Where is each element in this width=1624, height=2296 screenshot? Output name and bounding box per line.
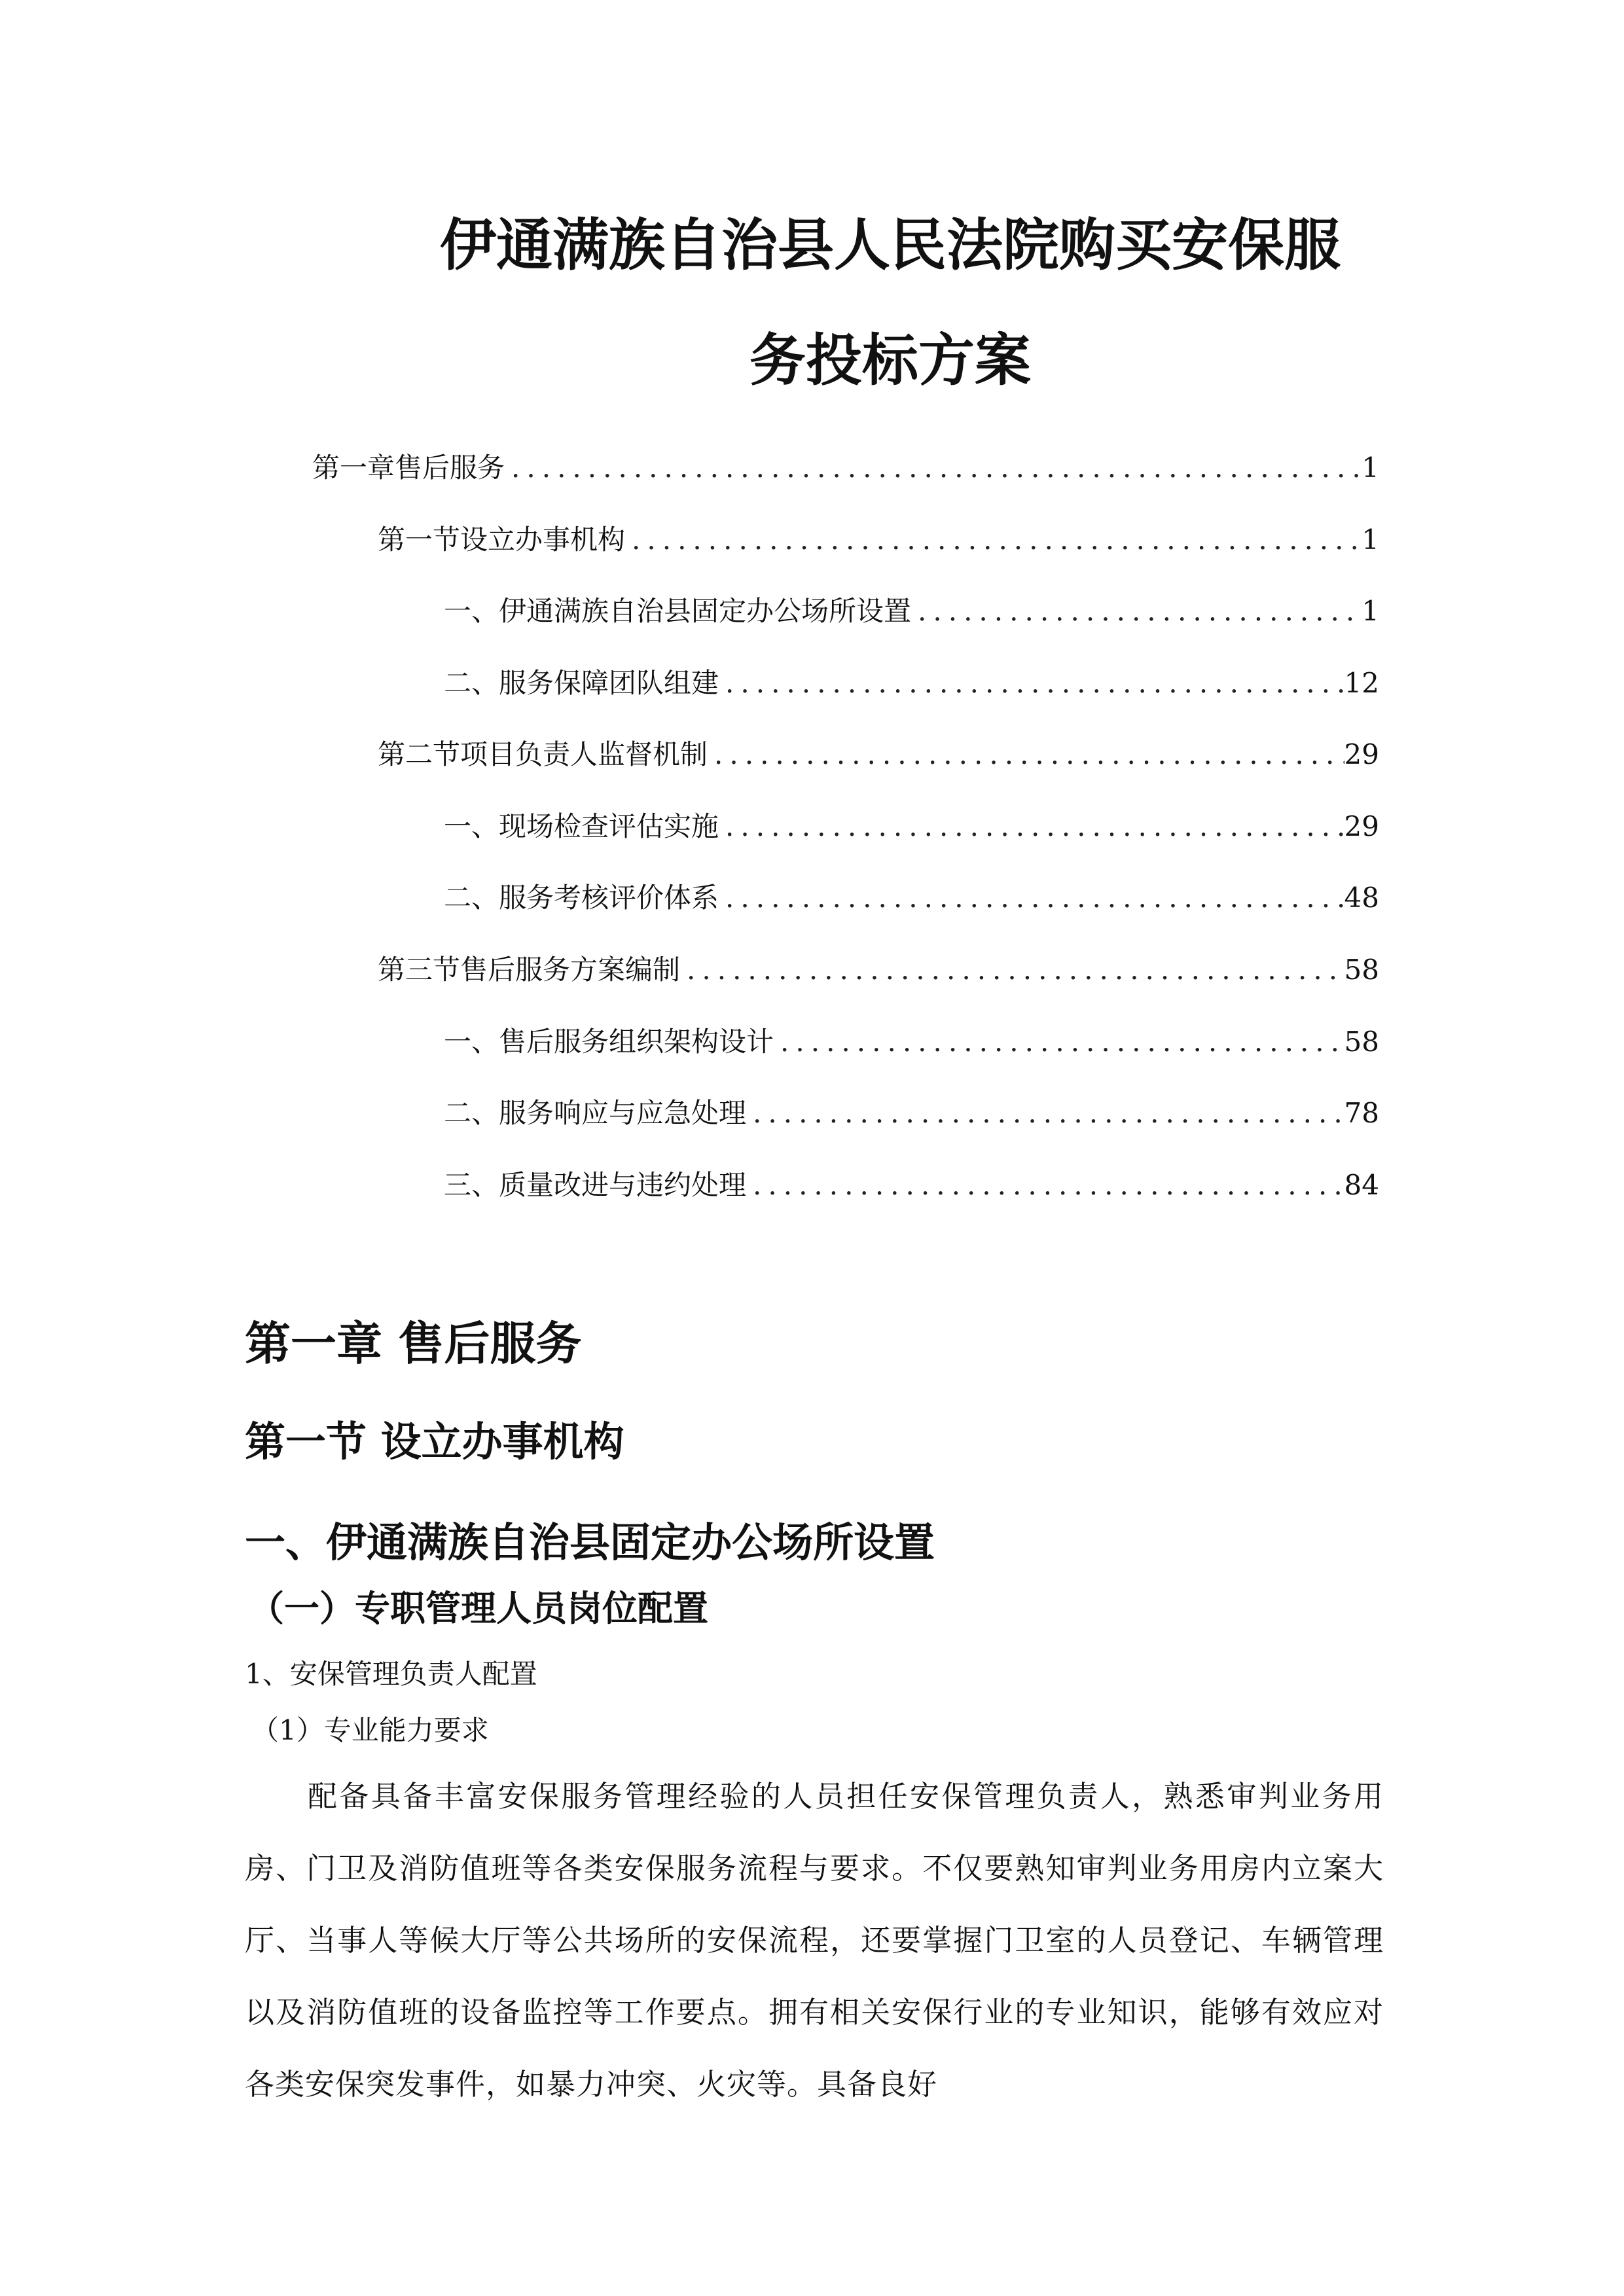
toc-leader-dots xyxy=(680,954,1344,986)
toc-entry-number: 二、 xyxy=(444,882,499,914)
toc-entry-number: 第三节 xyxy=(378,954,461,986)
document-title-line-1: 伊通满族自治县人民法院购买安保服 xyxy=(440,213,1341,278)
section-heading: 第一节 设立办事机构 xyxy=(245,1418,624,1465)
toc-entry-item-1-2-2[interactable] xyxy=(444,882,1379,914)
toc-leader-dots xyxy=(625,524,1362,556)
toc-leader-dots xyxy=(746,1097,1344,1130)
toc-entry-number: 第二节 xyxy=(378,738,461,770)
toc-entry-section-1[interactable] xyxy=(378,524,1379,556)
toc-leader-dots xyxy=(774,1026,1344,1058)
toc-entry-chapter-1[interactable] xyxy=(312,452,1379,484)
toc-entry-page: 58 xyxy=(1344,1026,1379,1058)
toc-leader-dots xyxy=(719,882,1344,914)
toc-entry-page: 1 xyxy=(1362,524,1379,556)
body-paragraph: 配备具备丰富安保服务管理经验的人员担任安保管理负责人，熟悉审判业务用房、门卫及消防值班等各类安保服务流程与要求。不仅要熟知审判业务用房内立案大厅、当事人等候大厅等公共场所的安保流程，还要掌握门卫室的人员登记、车辆管理以及消防值班的设备监控等工作要点。拥有相关安保行业的专业知识，能够有效应对各类安保突发事件，如暴力冲突、火灾等。具备良好 xyxy=(245,1779,1384,2102)
toc-leader-dots xyxy=(719,810,1344,843)
toc-entry-page: 12 xyxy=(1344,667,1379,699)
toc-entry-page: 1 xyxy=(1362,452,1379,484)
document-title-line-2: 务投标方案 xyxy=(749,328,1031,393)
toc-entry-text: 设立办事机构 xyxy=(460,524,626,556)
toc-leader-dots xyxy=(911,595,1362,628)
toc-entry-item-1-3-2[interactable] xyxy=(444,1097,1379,1130)
toc-leader-dots xyxy=(746,1169,1344,1202)
toc-entry-text: 现场检查评估实施 xyxy=(499,810,719,842)
toc-entry-number: 三、 xyxy=(444,1169,499,1201)
toc-entry-text: 项目负责人监督机制 xyxy=(460,738,708,770)
toc-entry-number: 第一节 xyxy=(378,524,461,556)
toc-entry-page: 29 xyxy=(1344,810,1379,842)
toc-entry-item-1-1-2[interactable] xyxy=(444,667,1379,700)
toc-entry-text: 售后服务 xyxy=(395,452,505,484)
toc-entry-text: 伊通满族自治县固定办公场所设置 xyxy=(499,595,912,627)
toc-entry-page: 84 xyxy=(1344,1169,1379,1201)
toc-entry-text: 质量改进与违约处理 xyxy=(499,1169,747,1201)
toc-entry-page: 78 xyxy=(1344,1097,1379,1129)
toc-leader-dots xyxy=(708,738,1344,771)
toc-entry-section-3[interactable] xyxy=(378,954,1379,986)
toc-entry-number: 二、 xyxy=(444,667,499,699)
toc-entry-item-1-1-1[interactable] xyxy=(444,595,1379,628)
toc-entry-text: 服务保障团队组建 xyxy=(499,667,719,699)
toc-entry-item-1-2-1[interactable] xyxy=(444,810,1379,843)
toc-entry-text: 售后服务组织架构设计 xyxy=(499,1026,774,1058)
toc-entry-number: 一、 xyxy=(444,1026,499,1058)
item-heading: 1、安保管理负责人配置 xyxy=(245,1658,537,1690)
toc-entry-item-1-3-1[interactable] xyxy=(444,1026,1379,1058)
toc-leader-dots xyxy=(505,452,1362,484)
chapter-heading: 第一章 售后服务 xyxy=(245,1317,582,1371)
toc-entry-section-2[interactable] xyxy=(378,738,1379,771)
toc-entry-text: 售后服务方案编制 xyxy=(460,954,681,986)
toc-entry-text: 服务考核评价体系 xyxy=(499,882,719,914)
toc-entry-page: 29 xyxy=(1344,738,1379,770)
toc-entry-text: 服务响应与应急处理 xyxy=(499,1097,747,1129)
toc-entry-number: 第一章 xyxy=(312,452,395,484)
toc-leader-dots xyxy=(719,667,1344,700)
toc-entry-number: 一、 xyxy=(444,810,499,842)
toc-entry-page: 48 xyxy=(1344,882,1379,914)
toc-entry-page: 58 xyxy=(1344,954,1379,986)
sub-heading-2: （一）专职管理人员岗位配置 xyxy=(249,1587,708,1629)
toc-entry-page: 1 xyxy=(1362,595,1379,627)
subsection-heading: 一、伊通满族自治县固定办公场所设置 xyxy=(245,1518,935,1566)
sub-item-heading: （1）专业能力要求 xyxy=(251,1714,489,1746)
toc-entry-number: 一、 xyxy=(444,595,499,627)
toc-entry-item-1-3-3[interactable] xyxy=(444,1169,1379,1202)
toc-entry-number: 二、 xyxy=(444,1097,499,1129)
